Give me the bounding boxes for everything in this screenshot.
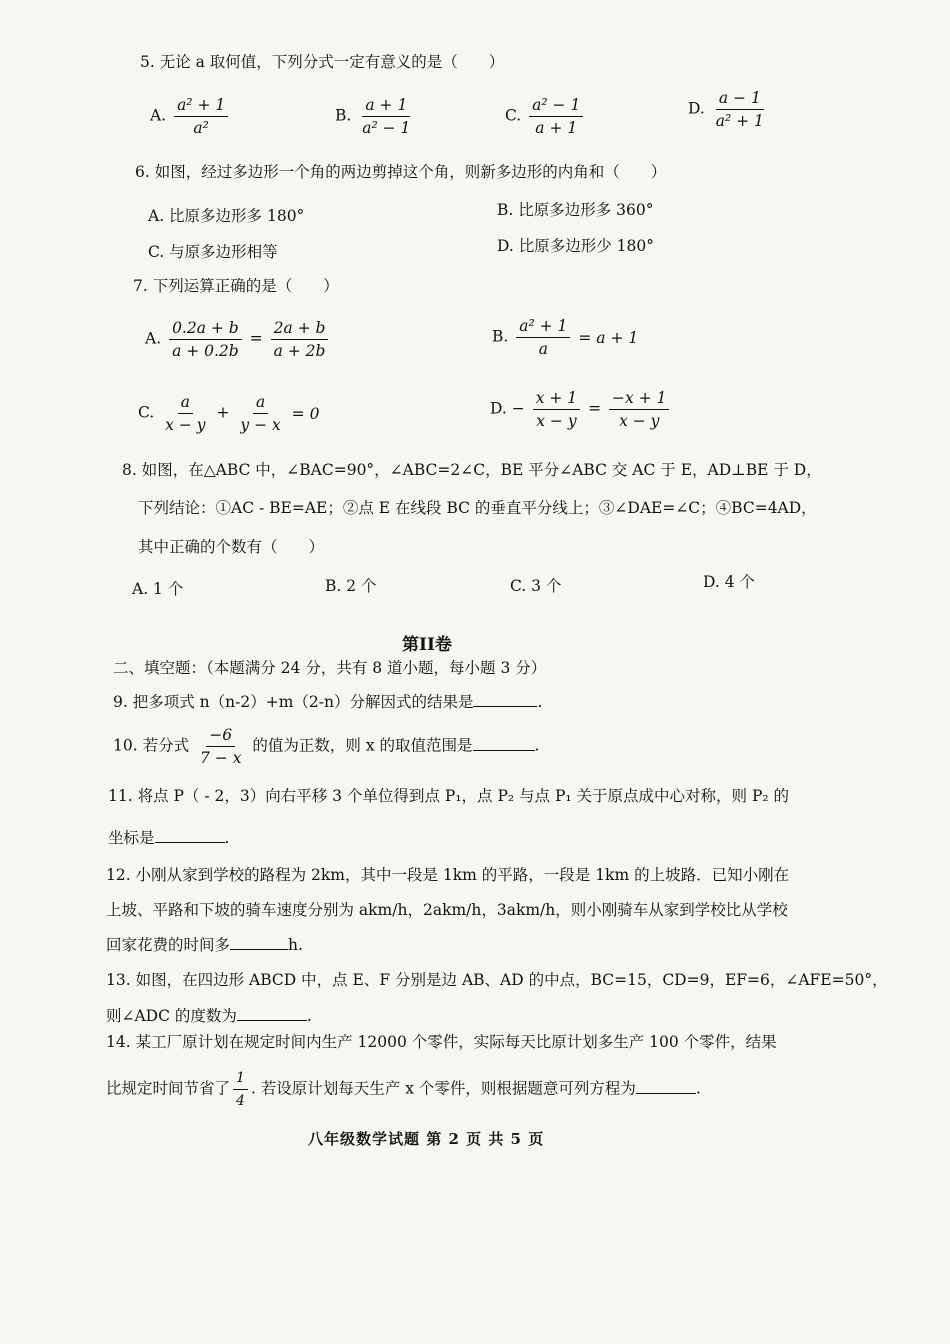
- q7-stem: 7. 下列运算正确的是（ ）: [133, 277, 339, 295]
- page-footer: 八年级数学试题 第 2 页 共 5 页: [308, 1130, 545, 1148]
- q5-option-b-fraction: [359, 95, 413, 138]
- q5-option-b-label: B.: [335, 106, 352, 125]
- q9-end: .: [537, 693, 543, 711]
- q14-end: .: [695, 1079, 701, 1098]
- q6-option-c: C. 与原多边形相等: [148, 243, 278, 261]
- q12-end: h.: [288, 936, 303, 954]
- q5-option-c-fraction: [529, 95, 583, 138]
- q7-option-c-left-fraction: [162, 392, 208, 435]
- equals-sign: =: [249, 329, 263, 348]
- q7-option-a-right-fraction: [271, 318, 329, 361]
- q5-option-d-label: D.: [688, 99, 705, 118]
- q5-option-a-fraction: [174, 95, 228, 138]
- q13-line-2-text: 则∠ADC 的度数为: [106, 1007, 237, 1025]
- q6-option-b: B. 比原多边形多 360°: [497, 201, 654, 219]
- q7-option-c-label: C.: [138, 403, 155, 422]
- q10-end: .: [534, 736, 540, 755]
- q7-option-c-right-fraction: [237, 392, 283, 435]
- q10: [113, 725, 539, 768]
- fraction-numerator: a: [178, 392, 193, 414]
- q7-option-d-right-fraction: [609, 388, 669, 431]
- q14-line-1: 14. 某工厂原计划在规定时间内生产 12000 个零件，实际每天比原计划多生产 100 个零件，结果: [106, 1033, 777, 1051]
- fraction-numerator: 0.2a + b: [169, 318, 242, 340]
- q9-text: 9. 把多项式 n（n-2）+m（2-n）分解因式的结果是: [113, 693, 474, 711]
- q7-option-a-left-fraction: [169, 318, 242, 361]
- q10-answer-blank: [473, 736, 535, 751]
- q11-line-2: [108, 828, 229, 848]
- q8-option-d: D. 4 个: [703, 573, 756, 591]
- q8-option-c: C. 3 个: [510, 577, 562, 595]
- fraction-denominator: a + 1: [535, 119, 578, 137]
- q13-line-1: 13. 如图，在四边形 ABCD 中，点 E、F 分别是边 AB、AD 的中点，BC=15，CD=9，EF=6，∠AFE=50°，: [106, 971, 888, 989]
- fraction-denominator: x − y: [619, 412, 660, 430]
- fraction-denominator: a + 2b: [273, 342, 326, 360]
- q12-line-2: 上坡、平路和下坡的骑车速度分别为 akm/h，2akm/h，3akm/h，则小刚骑车从家到学校比从学校: [106, 901, 788, 919]
- q5-option-a-label: A.: [150, 106, 167, 125]
- q8-option-a: A. 1 个: [132, 580, 184, 598]
- minus-sign: −: [511, 399, 525, 418]
- q7-option-d: [490, 388, 672, 431]
- q14-answer-blank: [636, 1079, 696, 1094]
- fill-in-section-header: 二、填空题：（本题满分 24 分，共有 8 道小题，每小题 3 分）: [113, 659, 547, 677]
- q7-option-b-fraction: [516, 316, 570, 359]
- q8-line-1: 8. 如图，在△ABC 中，∠BAC=90°，∠ABC=2∠C，BE 平分∠ABC 交 AC 于 E，AD⊥BE 于 D，: [122, 461, 822, 479]
- q11-answer-blank: [155, 828, 225, 843]
- q8-line-3: 其中正确的个数有（ ）: [138, 538, 325, 556]
- q5-option-c-label: C.: [505, 106, 522, 125]
- equals-sign: =: [588, 399, 602, 418]
- fraction-denominator: a²: [193, 119, 209, 137]
- q7-option-b-label: B.: [492, 327, 509, 346]
- fraction-numerator: a² + 1: [174, 95, 228, 117]
- q5-option-d: [688, 88, 770, 131]
- fraction-numerator: −x + 1: [609, 388, 669, 410]
- q13-end: .: [306, 1007, 312, 1025]
- fraction-numerator: a + 1: [362, 95, 410, 117]
- q7-option-b-rest: = a + 1: [578, 328, 639, 347]
- fraction-denominator: a² + 1: [715, 112, 764, 130]
- fraction-denominator: x − y: [536, 412, 577, 430]
- q12-line-3: [106, 935, 303, 955]
- q9: [113, 692, 542, 712]
- q7-option-d-label: D.: [490, 399, 507, 418]
- q14-line-2: [106, 1068, 701, 1111]
- q7-option-d-left-fraction: [533, 388, 580, 431]
- q14-line-2-post: . 若设原计划每天生产 x 个零件，则根据题意可列方程为: [250, 1079, 636, 1098]
- q8-option-b: B. 2 个: [325, 577, 377, 595]
- q7-option-a: [145, 318, 331, 361]
- q14-line-2-pre: 比规定时间节省了: [106, 1079, 231, 1098]
- fraction-numerator: a: [253, 392, 268, 414]
- q12-line-1: 12. 小刚从家到学校的路程为 2km，其中一段是 1km 的平路，一段是 1km 的上坡路．已知小刚在: [106, 866, 790, 884]
- fraction-denominator: a + 0.2b: [172, 342, 239, 360]
- q13-answer-blank: [237, 1006, 307, 1021]
- q7-option-c: [138, 392, 319, 435]
- fraction-denominator: x − y: [165, 416, 206, 434]
- q7-option-a-label: A.: [145, 329, 162, 348]
- q12-answer-blank: [230, 935, 288, 950]
- q12-line-3-text: 回家花费的时间多: [106, 936, 231, 954]
- q11-line-2-text: 坐标是: [108, 829, 155, 847]
- part-2-title: 第II卷: [402, 635, 452, 655]
- fraction-numerator: a² + 1: [516, 316, 570, 338]
- q6-option-d: D. 比原多边形少 180°: [497, 237, 654, 255]
- q10-fraction: [197, 725, 244, 768]
- q8-line-2: 下列结论：①AC - BE=AE；②点 E 在线段 BC 的垂直平分线上；③∠DAE=∠C；④BC=4AD，: [138, 499, 817, 517]
- fraction-numerator: 2a + b: [271, 318, 329, 340]
- q7-option-b: [492, 316, 638, 359]
- q14-fraction: [233, 1068, 248, 1111]
- fraction-denominator: 4: [236, 1093, 245, 1109]
- q10-pre: 10. 若分式: [113, 736, 190, 755]
- q5-option-b: [335, 95, 416, 138]
- q6-option-a: A. 比原多边形多 180°: [148, 207, 305, 225]
- q5-stem: 5. 无论 a 取何值，下列分式一定有意义的是（ ）: [140, 53, 505, 71]
- fraction-numerator: a² − 1: [529, 95, 583, 117]
- fraction-denominator: 7 − x: [200, 749, 242, 767]
- fraction-denominator: y − x: [240, 416, 281, 434]
- fraction-denominator: a² − 1: [362, 119, 411, 137]
- plus-sign: +: [216, 403, 230, 422]
- fraction-numerator: 1: [233, 1068, 248, 1090]
- q5-option-a: [150, 95, 231, 138]
- fraction-numerator: a − 1: [716, 88, 764, 110]
- q13-line-2: [106, 1006, 312, 1026]
- fraction-numerator: x + 1: [533, 388, 580, 410]
- q5-option-d-fraction: [713, 88, 767, 131]
- q11-line-1: 11. 将点 P（ - 2，3）向右平移 3 个单位得到点 P₁，点 P₂ 与点 P₁ 关于原点成中心对称，则 P₂ 的: [108, 787, 790, 805]
- q9-answer-blank: [473, 692, 537, 707]
- q10-post: 的值为正数，则 x 的取值范围是: [252, 736, 473, 755]
- q7-option-c-rest: = 0: [291, 404, 320, 423]
- q11-end: .: [224, 829, 230, 847]
- fraction-denominator: a: [538, 340, 548, 358]
- q5-option-c: [505, 95, 586, 138]
- q6-stem: 6. 如图，经过多边形一个角的两边剪掉这个角，则新多边形的内角和（ ）: [135, 163, 667, 181]
- fraction-numerator: −6: [206, 725, 235, 747]
